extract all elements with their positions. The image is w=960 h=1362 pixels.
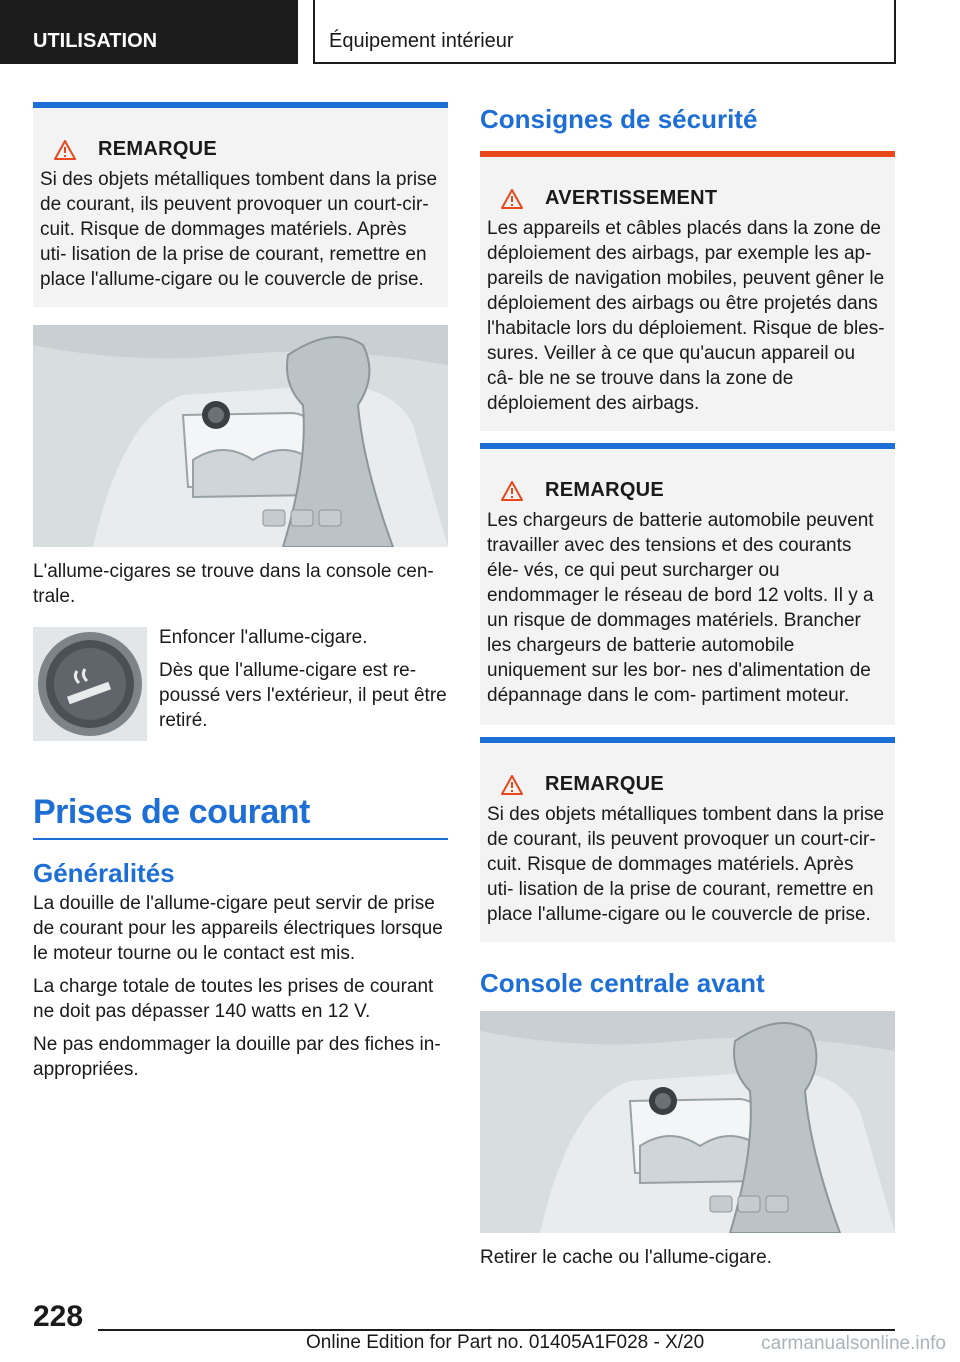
section-title: UTILISATION xyxy=(33,30,158,52)
footer-divider xyxy=(98,1329,895,1331)
notice-title: REMARQUE xyxy=(40,138,438,161)
lighter-block xyxy=(33,625,448,745)
lighter-photo xyxy=(33,627,147,741)
warning-triangle-icon xyxy=(501,775,523,795)
warning-title: AVERTISSEMENT xyxy=(487,187,885,210)
page-number: 228 xyxy=(33,1300,84,1333)
notice-title: REMARQUE xyxy=(487,479,885,502)
general-paragraph: La charge totale de toutes les prises de courant ne doit pas dépasser 140 watts en 12 V. xyxy=(33,976,434,1022)
notice-body: Si des objets métalliques tombent dans la prise de courant, ils peuvent provoquer un court-cir- cuit. Risque de dommages matériels. Après uti- lisation de la prise de courant, remettre en place l'allume-cigare ou le couvercle de prise. xyxy=(40,169,438,290)
warning-triangle-icon xyxy=(54,140,76,160)
lighter-removed-text: Dès que l'allume-cigare est re- poussé vers l'extérieur, il peut être retiré. xyxy=(159,660,447,731)
section-heading-safety: Consignes de sécurité xyxy=(480,104,758,134)
console-caption: L'allume-cigares se trouve dans la console cen- trale. xyxy=(33,561,434,607)
remove-cover-caption: Retirer le cache ou l'allume-cigare. xyxy=(480,1247,772,1268)
notice-body: Les chargeurs de batterie automobile peuvent travailler avec des tensions et des courants éle- vés, ce qui peut surcharger ou endommager le réseau de bord 12 volts. Il y a un risque de dommages matériels. Brancher les chargeurs de batterie automobile uniquement sur les bor- nes d'alimentation de dépannage dans le com- partiment moteur. xyxy=(487,510,874,706)
general-paragraph: La douille de l'allume-cigare peut servir de prise de courant pour les appareils électriques lorsque le moteur tourne ou le contact est mis. xyxy=(33,893,443,964)
notice-box xyxy=(480,737,895,942)
notice-box xyxy=(33,102,448,307)
subheading-general: Généralités xyxy=(33,858,175,888)
chapter-title: Équipement intérieur xyxy=(329,30,514,52)
right-column xyxy=(480,100,895,1270)
section-heading-sockets: Prises de courant xyxy=(33,793,448,840)
section-heading-console: Console centrale avant xyxy=(480,968,765,998)
watermark: carmanualsonline.info xyxy=(761,1333,946,1354)
edition-text: Online Edition for Part no. 01405A1F028 - X/20 xyxy=(306,1332,705,1353)
notice-title: REMARQUE xyxy=(487,773,885,796)
left-column xyxy=(33,102,448,1082)
warning-triangle-icon xyxy=(501,481,523,501)
warning-triangle-icon xyxy=(501,189,523,209)
console-photo xyxy=(33,325,448,547)
notice-body: Si des objets métalliques tombent dans la prise de courant, ils peuvent provoquer un court-cir- cuit. Risque de dommages matériels. Après uti- lisation de la prise de courant, remettre en place l'allume-cigare ou le couvercle de prise. xyxy=(487,804,885,925)
cigarette-lighter-icon xyxy=(33,627,147,741)
general-paragraph: Ne pas endommager la douille par des fiches in- appropriées. xyxy=(33,1034,441,1080)
section-tab xyxy=(0,0,298,64)
warning-box xyxy=(480,151,895,431)
notice-box xyxy=(480,443,895,725)
chapter-tab xyxy=(313,0,896,64)
warning-body: Les appareils et câbles placés dans la zone de déploiement des airbags, par exemple les ap- pareils de navigation mobiles, peuvent gêner le déploiement des airbags ou être projetés dans l'habitacle lors du déploiement. Risque de bles- sures. Veiller à ce que qu'aucun appareil ou câ- ble ne se trouve dans la zone de déploiement des airbags. xyxy=(487,218,885,414)
push-lighter-text: Enfoncer l'allume-cigare. xyxy=(159,627,368,648)
console-photo-front xyxy=(480,1011,895,1233)
